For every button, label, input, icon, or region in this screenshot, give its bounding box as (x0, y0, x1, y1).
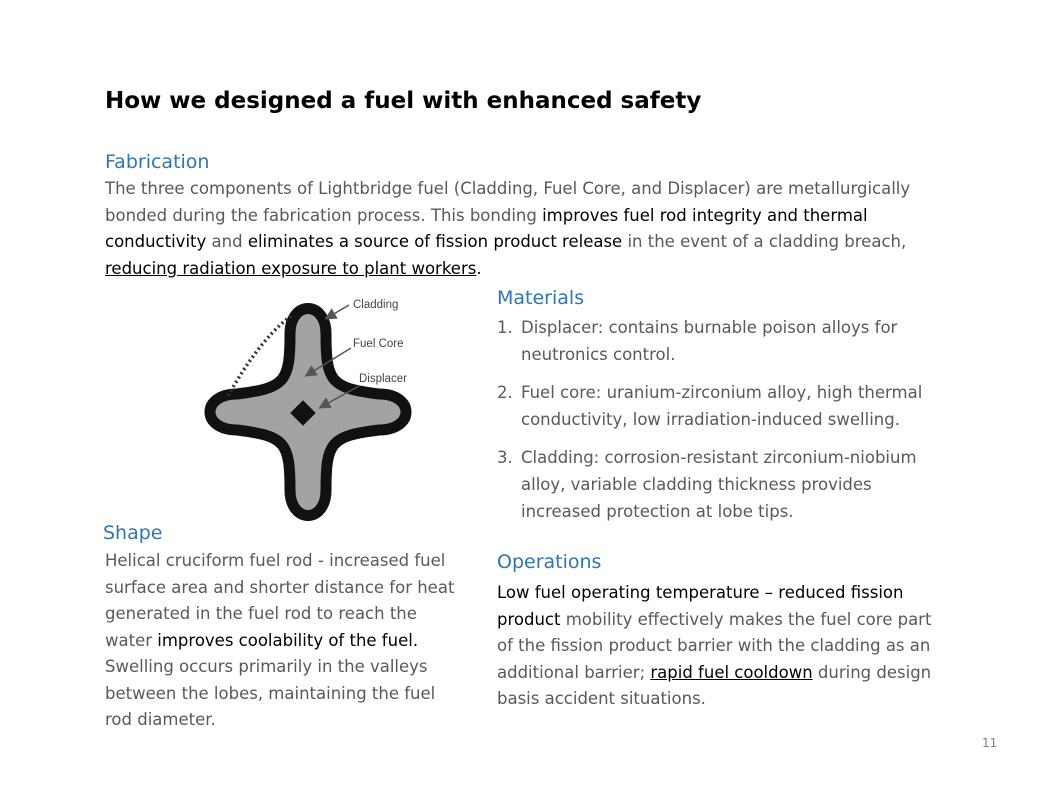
list-item-line: conductivity, low irradiation-induced swelling. (521, 410, 900, 429)
shape-paragraph (105, 548, 485, 734)
text-run: . (412, 630, 419, 650)
text-run: in the event of a cladding breach, (622, 232, 907, 251)
materials-list (497, 314, 922, 536)
cladding-label: Cladding (353, 299, 399, 311)
fuel-core-label: Fuel Core (353, 338, 404, 350)
operations-line (497, 660, 967, 687)
page-number: 11 (982, 736, 998, 750)
list-number: 3. (497, 448, 513, 467)
highlight-text: improves coolability of the fuel (157, 630, 413, 650)
fuel-rod-cross-section-diagram (183, 290, 425, 534)
text-run: additional barrier; (497, 662, 651, 682)
highlight-text: eliminates a source of fission product release (247, 232, 623, 251)
text-run: . (476, 258, 482, 278)
text-run: water (105, 630, 158, 650)
materials-list-item (497, 379, 922, 433)
slide-title: How we designed a fuel with enhanced safety (105, 88, 702, 114)
list-item-line: Fuel core: uranium-zirconium alloy, high thermal (521, 383, 923, 402)
list-number: 2. (497, 383, 513, 402)
fabrication-paragraph (105, 176, 965, 282)
fabrication-heading: Fabrication (105, 151, 210, 173)
underlined-highlight-text: rapid fuel cooldown (650, 662, 813, 682)
shape-line: between the lobes, maintaining the fuel (105, 683, 436, 703)
shape-line: Swelling occurs primarily in the valleys (105, 657, 428, 676)
highlight-text: product (497, 609, 561, 629)
highlight-text: Low fuel operating temperature – reduced fission (497, 583, 904, 602)
text-run: bonded during the fabrication process. This bonding (105, 205, 543, 225)
materials-list-item (497, 444, 922, 525)
shape-line: rod diameter. (105, 710, 216, 729)
list-item-line: alloy, variable cladding thickness provides (521, 475, 872, 494)
cladding-arrow (327, 305, 349, 318)
operations-heading: Operations (497, 551, 602, 573)
shape-line: surface area and shorter distance for heat (105, 577, 455, 597)
operations-paragraph (497, 580, 967, 713)
highlight-text: conductivity (105, 232, 207, 251)
fabrication-line (105, 256, 965, 283)
list-item-line: Cladding: corrosion-resistant zirconium-niobium (521, 448, 917, 467)
shape-heading: Shape (103, 522, 163, 544)
list-item-line: increased protection at lobe tips. (521, 502, 794, 521)
fabrication-line (105, 229, 965, 256)
text-run: during design (812, 662, 932, 682)
list-number: 1. (497, 318, 513, 337)
shape-line (105, 628, 485, 655)
operations-line: basis accident situations. (497, 689, 706, 708)
underlined-highlight-text: reducing radiation exposure to plant workers (105, 258, 477, 278)
highlight-text: improves fuel rod integrity and thermal (542, 205, 868, 225)
text-run: and (206, 232, 248, 251)
fabrication-line: The three components of Lightbridge fuel (Cladding, Fuel Core, and Displacer) are metallurgically (105, 179, 911, 198)
shape-line: generated in the fuel rod to reach the (105, 604, 417, 623)
operations-line (497, 607, 967, 634)
shape-line: Helical cruciform fuel rod - increased fuel (105, 551, 446, 570)
operations-line: of the fission product barrier with the cladding as an (497, 636, 931, 655)
list-item-line: Displacer: contains burnable poison alloys for (521, 318, 898, 337)
materials-list-item (497, 314, 922, 368)
fabrication-line (105, 203, 965, 230)
displacer-label: Displacer (359, 373, 407, 385)
text-run: mobility effectively makes the fuel core part (560, 609, 932, 629)
materials-heading: Materials (497, 287, 585, 309)
list-item-line: neutronics control. (521, 345, 676, 364)
